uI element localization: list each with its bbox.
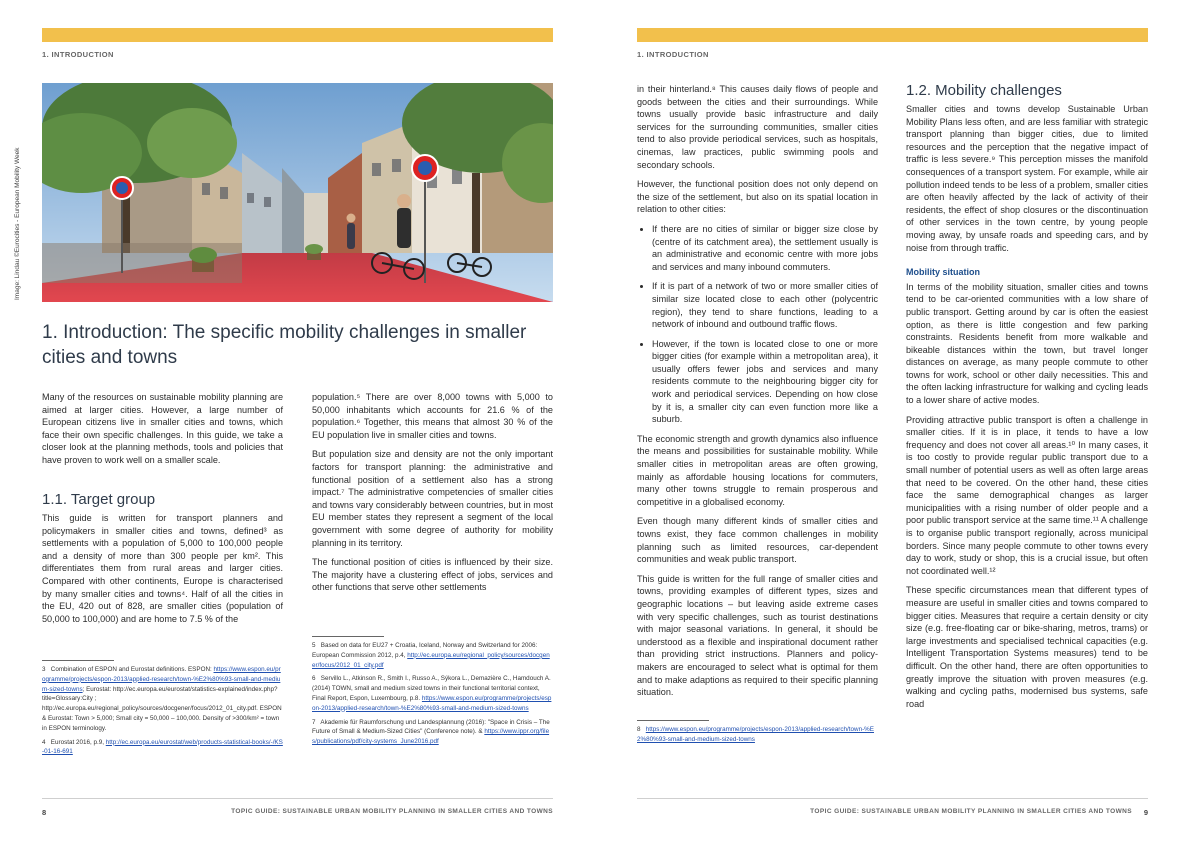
right-footer-rule [637,798,1148,799]
footnote-4: 4 Eurostat 2016, p.9, http://ec.europa.eu/eurostat/web/products-statistical-books/-/KS-01-16-691 [42,738,283,756]
economic-strength-paragraph: The economic strength and growth dynamics also influence the means and possibilities for sustainable mobility. While smaller cities in metropolitan areas are often growing, mainly as affordable housing locations for commuters, many other towns struggle to remain prosperous and competitive in a globalised economy. [637,433,878,507]
measures-paragraph: These specific circumstances mean that different types of measure are useful in smaller cities and towns compared to bigger cities. Measures that require a certain density or city size (e.g. free-floating car or bike-sharing, metros, trams) or large investments and specialised technical capacities (e.g. Intelligent Transportation Systems measures) tend to be difficult. On the other hand, there are often opportunities to greatly improve the situation with proven measures (e.g. walking and cycling paths, modernised bus systems, safe road [906,585,1148,709]
street-photo [42,83,553,302]
target-group-heading: 1.1. Target group [42,491,156,508]
footnote-3: 3 Combination of ESPON and Eurostat definitions. ESPON: https://www.espon.eu/programme/projects/espon-2013/applied-research/town-%E2%80%93-small-and-medium-sized-towns; Eurostat: http://ec.europa.eu/eurostat/statistics-explained/index.php?title=Glossary:City ; http://ec.europa.eu/regional_policy/sources/docgener/focus/2012_01_city.pdf. ESPON & Eurostat: Town > 5,000; Small city = 50,000 – 100,000. Density of >300/km² = town in ESPON terminology. [42,666,282,732]
chapter-title: 1. Introduction: The specific mobility challenges in smaller cities and towns [42,322,527,368]
footnote-7-link[interactable]: https://www.ippr.org/files/publications/pdf/city-systems_June2016.pdf [312,728,550,746]
footnote-5: 5 Based on data for EU27 + Croatia, Iceland, Norway and Switzerland for 2006: European Commission 2012, p.4, http://ec.europa.eu/regional_policy/sources/docgener/focus/2012_01_city.pdf [312,642,550,669]
left-column-1 [42,391,283,474]
footnote-6-link[interactable]: https://www.espon.eu/programme/projects/espon-2013/applied-research/town-%E2%80%93-small-and-medium-sized-towns [312,694,552,712]
footnote-rule-left-2 [312,636,384,637]
left-page-number: 8 [42,808,47,817]
right-section-label: 1. INTRODUCTION [637,50,709,59]
footnotes-left-col1 [42,665,283,761]
left-footer-title: TOPIC GUIDE: SUSTAINABLE URBAN MOBILITY PLANNING IN SMALLER CITIES AND TOWNS [231,808,553,815]
location-bullet-list [637,223,878,426]
footnote-6: 6 Servillo L., Atkinson R., Smith I., Russo A., Sýkora L., Demazière C., Hamdouch A. (2014) TOWN, small and medium sized towns in their functional territorial context, Final Report, Espon, Luxembourg, p.8. https://www.espon.eu/programme/projects/espon-2013/applied-research/town-%E2%80%93-small-and-medium-sized-towns [312,675,552,712]
guide-scope-paragraph: This guide is written for the full range of smaller cities and towns, providing examples of different types, sizes and geographic locations – but leaving aside extreme cases with very specific challenges, such as tourist destinations with major seasonal variations. In general, it should be understood as a flexible and inspirational document rather than providing strict instructions. Planners and policy-makers are encouraged to select what is optimal for them and to make adaptions as required to their specific planning situation. [637,573,878,698]
right-column-2 [906,103,1148,717]
right-footer-title: TOPIC GUIDE: SUSTAINABLE URBAN MOBILITY PLANNING IN SMALLER CITIES AND TOWNS [810,808,1132,815]
mobility-challenges-heading: 1.2. Mobility challenges [906,82,1062,99]
bullet-metropolitan: • However, if the town is located close to one or more bigger cities (for example within a metropolitan area), it usually offers fewer jobs and services and many residents commute to the neighbouring bigger city for work and periodical services. Depending on how close by it is, a smaller city can even function more like a suburb. [652,338,878,426]
intro-paragraph: Many of the resources on sustainable mobility planning are aimed at larger cities. However, a large number of European citizens live in smaller cities and towns, which face their own specific challenges. In this guide, we take a closer look at the planning methods, tools and policies that have proven to work well on a smaller scale. [42,392,283,465]
street-photo-illustration [42,83,553,302]
left-column-2 [312,391,553,601]
left-section-label: 1. INTRODUCTION [42,50,114,59]
sump-paragraph: Smaller cities and towns develop Sustainable Urban Mobility Plans less often, and are less familiar with strategic transport planning than bigger cities, due to limited resources and the perception that the negative impact of traffic is less severe.⁹ This perception misses the manifold consequences of a transport system. For example, while air pollution indeed tends to be less of a problem, smaller cities are often heavily affected by the lack of activity of their residents, the effect of shop closures or the discontinuation of other services in the town centre, by young people moving away, by unsafe roads and speeding cars, and by noise from through traffic. [906,104,1148,253]
right-page-number: 9 [1143,808,1148,817]
footnote-8-link[interactable]: https://www.espon.eu/programme/projects/espon-2013/applied-research/town-%E2%80%93-small-and-medium-sized-towns [637,726,874,743]
footnote-3-link[interactable]: https://www.espon.eu/programme/projects/espon-2013/applied-research/town-%E2%80%93-small-and-medium-sized-towns [42,666,281,693]
footnote-rule-left-1 [42,660,114,661]
footnote-8: 8 https://www.espon.eu/programme/projects/espon-2013/applied-research/town-%E2%80%93-small-and-medium-sized-towns [637,726,874,743]
footnotes-left-col2 [312,641,553,751]
left-header-bar [42,28,553,42]
right-column-1 [637,83,878,706]
bullet-polycentric: • If it is part of a network of two or more smaller cities of similar size located close to each other (polycentric region), they tend to share functions, leading to a network of inbound and outbound traffic flows. [652,280,878,330]
density-paragraph: But population size and density are not the only important factors for transport planning: the administrative and functional position of a settlement also has a strong impact.⁷ The administrative competencies of smaller cities and towns vary considerably between countries, but in most EU member states they represent a segment of the local government with some degree of authority for mobility planning in its territory. [312,449,553,548]
hinterland-paragraph: in their hinterland.⁸ This causes daily flows of people and goods between the cities and their surroundings. While towns usually provide basic infrastructure and daily services for the surrounding communities, smaller cities tend to also provide periodical services, such as hospitals, cinemas, law practices, public swimming pools and secondary schools. [637,84,878,170]
footnote-7: 7 Akademie für Raumforschung und Landesplannung (2016): "Space in Crisis – The Future of Small & Medium-Sized Cities" (Conference note). & https://www.ippr.org/files/publications/pdf/city-systems_June2016.pdf [312,718,550,746]
bullet-catchment: • If there are no cities of similar or bigger size close by (centre of its catchment area), the settlement usually is an administrative and economic centre with more jobs and services and many inbound commuters. [652,223,878,273]
footnote-rule-right [637,720,709,721]
left-footer-rule [42,798,553,799]
public-transport-paragraph: Providing attractive public transport is often a challenge in smaller cities. If it is in place, it tends to have a low frequency and does not cover all areas.¹⁰ In many cases, it is too costly to provide regular public transport due to a small number of potential users as well as often large areas that need to be covered. On the other hand, these cities face the same demographical changes as larger municipalities with a rising number of older people and a poor public transport service at the same time.¹¹ A challenge is to organise public transport regionally, across municipal borders. Since many people commute to other towns every day to work, study or shop, this is a crucial issue, but often not coordinated well.¹² [906,414,1148,576]
left-column-1b [42,512,283,632]
mobility-situation-paragraph: In terms of the mobility situation, smaller cities and towns tend to be car-oriented communities with a low share of public transport. Getting around by car is often the easiest option, as there is little congestion and few parking constraints. Residents benefit from more walkable and bikeable distances within the town, but travel longer distances on average, as many people commute to other towns for work, school or other daily necessities. This and the often lacking infrastructure for walking and cycling leads to a lower share of active modes. [906,281,1148,406]
functional-position-paragraph: The functional position of cities is influenced by their size. The majority have a clustering effect of jobs, services and other functions that serve other settlements [312,557,553,593]
footnote-4-link[interactable]: http://ec.europa.eu/eurostat/web/products-statistical-books/-/KS-01-16-691 [42,738,283,756]
footnote-5-link[interactable]: http://ec.europa.eu/regional_policy/sources/docgener/focus/2012_01_city.pdf [312,651,550,669]
right-header-bar [637,28,1148,42]
common-challenges-paragraph: Even though many different kinds of smaller cities and towns exist, they face common challenges in mobility planning such as limited resources, car-dependent communities and weak public transport. [637,516,878,565]
spatial-location-paragraph: However, the functional position does not only depend on the size of the settlement, but also on its spatial location in relation to other cities: [637,179,878,215]
target-group-paragraph: This guide is written for transport planners and policymakers in smaller cities and towns, defined³ as settlements with a population of 5,000 to 100,000 people and a density of more than 300 people per km². This differentiates them from rural areas and larger cities. Compared with other continents, Europe is characterised by many smaller cities and towns⁴. Half of all the cities in the EU, 420 out of 828, are smaller cities (population of 50,000 to 100,000) and are home to 7.5 % of the [42,513,283,624]
mobility-situation-heading: Mobility situation [906,267,980,278]
photo-credit: Image: Lindau ©Eurocities - European Mobility Week [14,147,21,300]
footnotes-right [637,725,878,749]
population-paragraph: population.⁵ There are over 8,000 towns with 5,000 to 50,000 inhabitants which accounts for 21.6 % of the population.⁶ Together, this means that almost 30 % of the EU population live in smaller cities and towns. [312,392,553,440]
